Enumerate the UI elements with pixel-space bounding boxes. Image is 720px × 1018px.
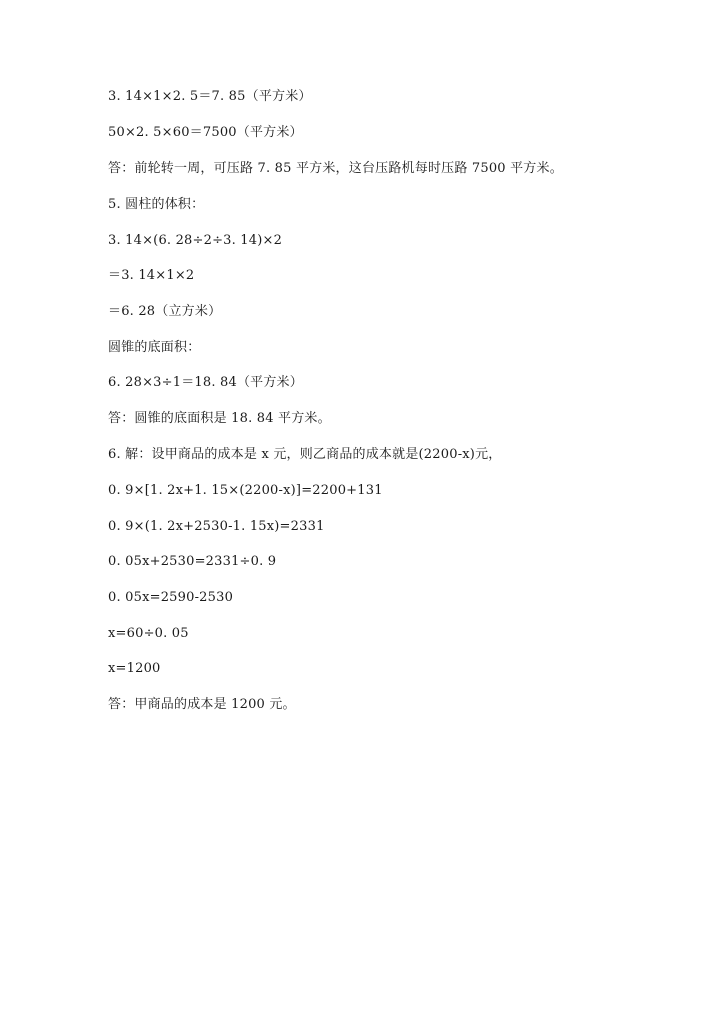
text-line-1: 3. 14×1×2. 5＝7. 85（平方米） xyxy=(108,89,312,104)
text-line-18: 答：甲商品的成本是 1200 元。 xyxy=(108,697,296,712)
text-line-2: 50×2. 5×60＝7500（平方米） xyxy=(108,125,303,140)
text-line-4: 5. 圆柱的体积： xyxy=(108,197,205,212)
text-line-6: ＝3. 14×1×2 xyxy=(108,268,195,283)
text-line-17: x=1200 xyxy=(108,661,161,676)
text-line-14: 0. 05x+2530=2331÷0. 9 xyxy=(108,554,277,569)
text-line-3: 答：前轮转一周，可压路 7. 85 平方米，这台压路机每时压路 7500 平方米。 xyxy=(108,161,563,176)
text-line-10: 答：圆锥的底面积是 18. 84 平方米。 xyxy=(108,411,331,426)
text-line-11: 6. 解：设甲商品的成本是 x 元，则乙商品的成本就是(2200-x)元， xyxy=(108,447,502,462)
text-line-12: 0. 9×[1. 2x+1. 15×(2200-x)]=2200+131 xyxy=(108,483,383,498)
text-line-8: 圆锥的底面积： xyxy=(108,340,201,355)
text-line-5: 3. 14×(6. 28÷2÷3. 14)×2 xyxy=(108,233,283,248)
text-line-7: ＝6. 28（立方米） xyxy=(108,304,222,319)
text-line-13: 0. 9×(1. 2x+2530-1. 15x)=2331 xyxy=(108,519,325,534)
text-line-9: 6. 28×3÷1＝18. 84（平方米） xyxy=(108,375,303,390)
text-line-15: 0. 05x=2590-2530 xyxy=(108,590,234,605)
text-line-16: x=60÷0. 05 xyxy=(108,626,189,641)
